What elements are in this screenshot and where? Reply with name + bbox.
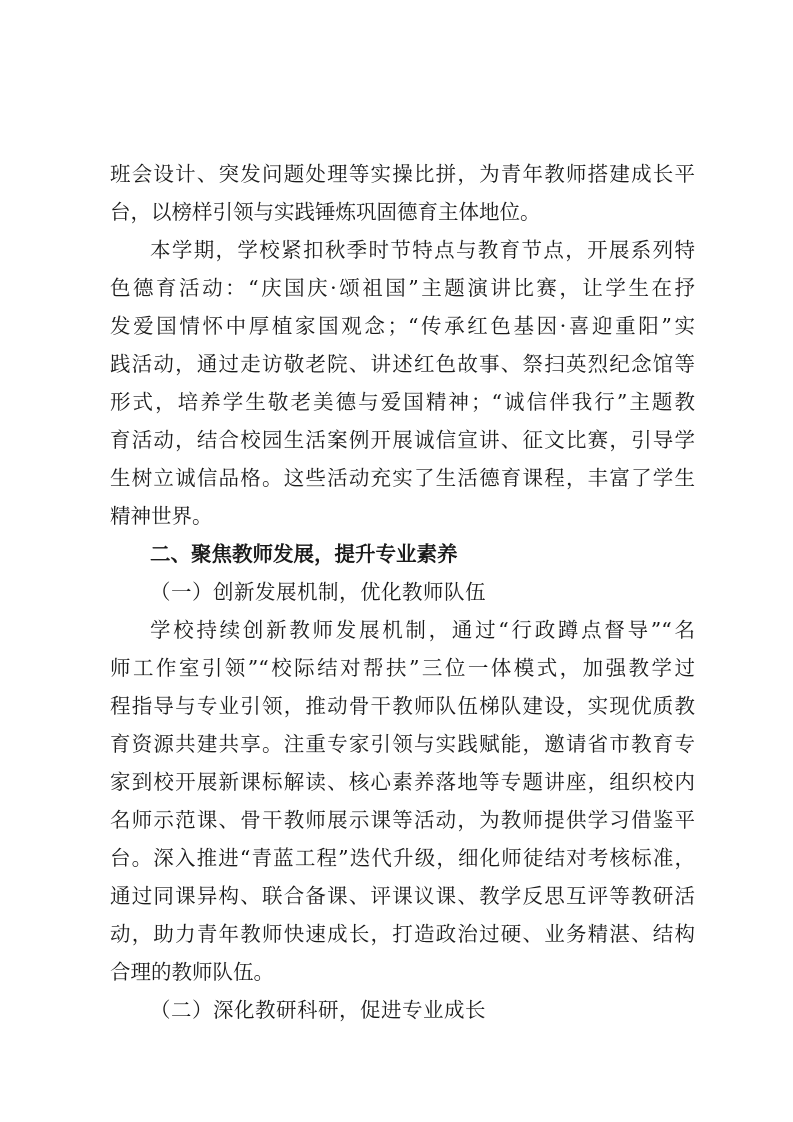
paragraph-line: 育活动，结合校园生活案例开展诚信宣讲、征文比赛，引导学 <box>110 428 695 452</box>
paragraph-line: 班会设计、突发问题处理等实操比拼，为青年教师搭建成长平 <box>110 162 695 186</box>
paragraph-line: 育资源共建共享。注重专家引领与实践赋能，邀请省市教育专 <box>110 732 695 756</box>
paragraph-line: 生树立诚信品格。这些活动充实了生活德育课程，丰富了学生 <box>110 466 695 490</box>
paragraph-line: 家到校开展新课标解读、核心素养落地等专题讲座，组织校内 <box>110 770 695 794</box>
paragraph-line: 通过同课异构、联合备课、评课议课、教学反思互评等教研活 <box>110 884 695 908</box>
paragraph-line: 台，以榜样引领与实践锤炼巩固德育主体地位。 <box>110 200 541 224</box>
paragraph-line: 发爱国情怀中厚植家国观念；“传承红色基因·喜迎重阳”实 <box>110 314 695 338</box>
paragraph-line: 师工作室引领”“校际结对帮扶”三位一体模式，加强教学过 <box>110 656 695 680</box>
paragraph-line: 学校持续创新教师发展机制，通过“行政蹲点督导”“名 <box>150 618 695 642</box>
paragraph-line: 精神世界。 <box>110 504 213 528</box>
paragraph-line: 色德育活动：“庆国庆·颂祖国”主题演讲比赛，让学生在抒 <box>110 276 695 300</box>
paragraph-line: 本学期，学校紧扣秋季时节特点与教育节点，开展系列特 <box>150 238 695 262</box>
paragraph-line: 动，助力青年教师快速成长，打造政治过硬、业务精湛、结构 <box>110 922 695 946</box>
paragraph-line: 程指导与专业引领，推动骨干教师队伍梯队建设，实现优质教 <box>110 694 695 718</box>
subsection-heading: （二）深化教研科研，促进专业成长 <box>150 998 486 1022</box>
paragraph-line: 形式，培养学生敬老美德与爱国精神；“诚信伴我行”主题教 <box>110 390 695 414</box>
section-heading: 二、聚焦教师发展，提升专业素养 <box>150 542 458 566</box>
paragraph-line: 合理的教师队伍。 <box>110 960 274 984</box>
paragraph-line: 名师示范课、骨干教师展示课等活动，为教师提供学习借鉴平 <box>110 808 695 832</box>
paragraph-line: 践活动，通过走访敬老院、讲述红色故事、祭扫英烈纪念馆等 <box>110 352 695 376</box>
subsection-heading: （一）创新发展机制，优化教师队伍 <box>150 580 486 604</box>
paragraph-line: 台。深入推进“青蓝工程”迭代升级，细化师徒结对考核标准， <box>110 846 695 870</box>
